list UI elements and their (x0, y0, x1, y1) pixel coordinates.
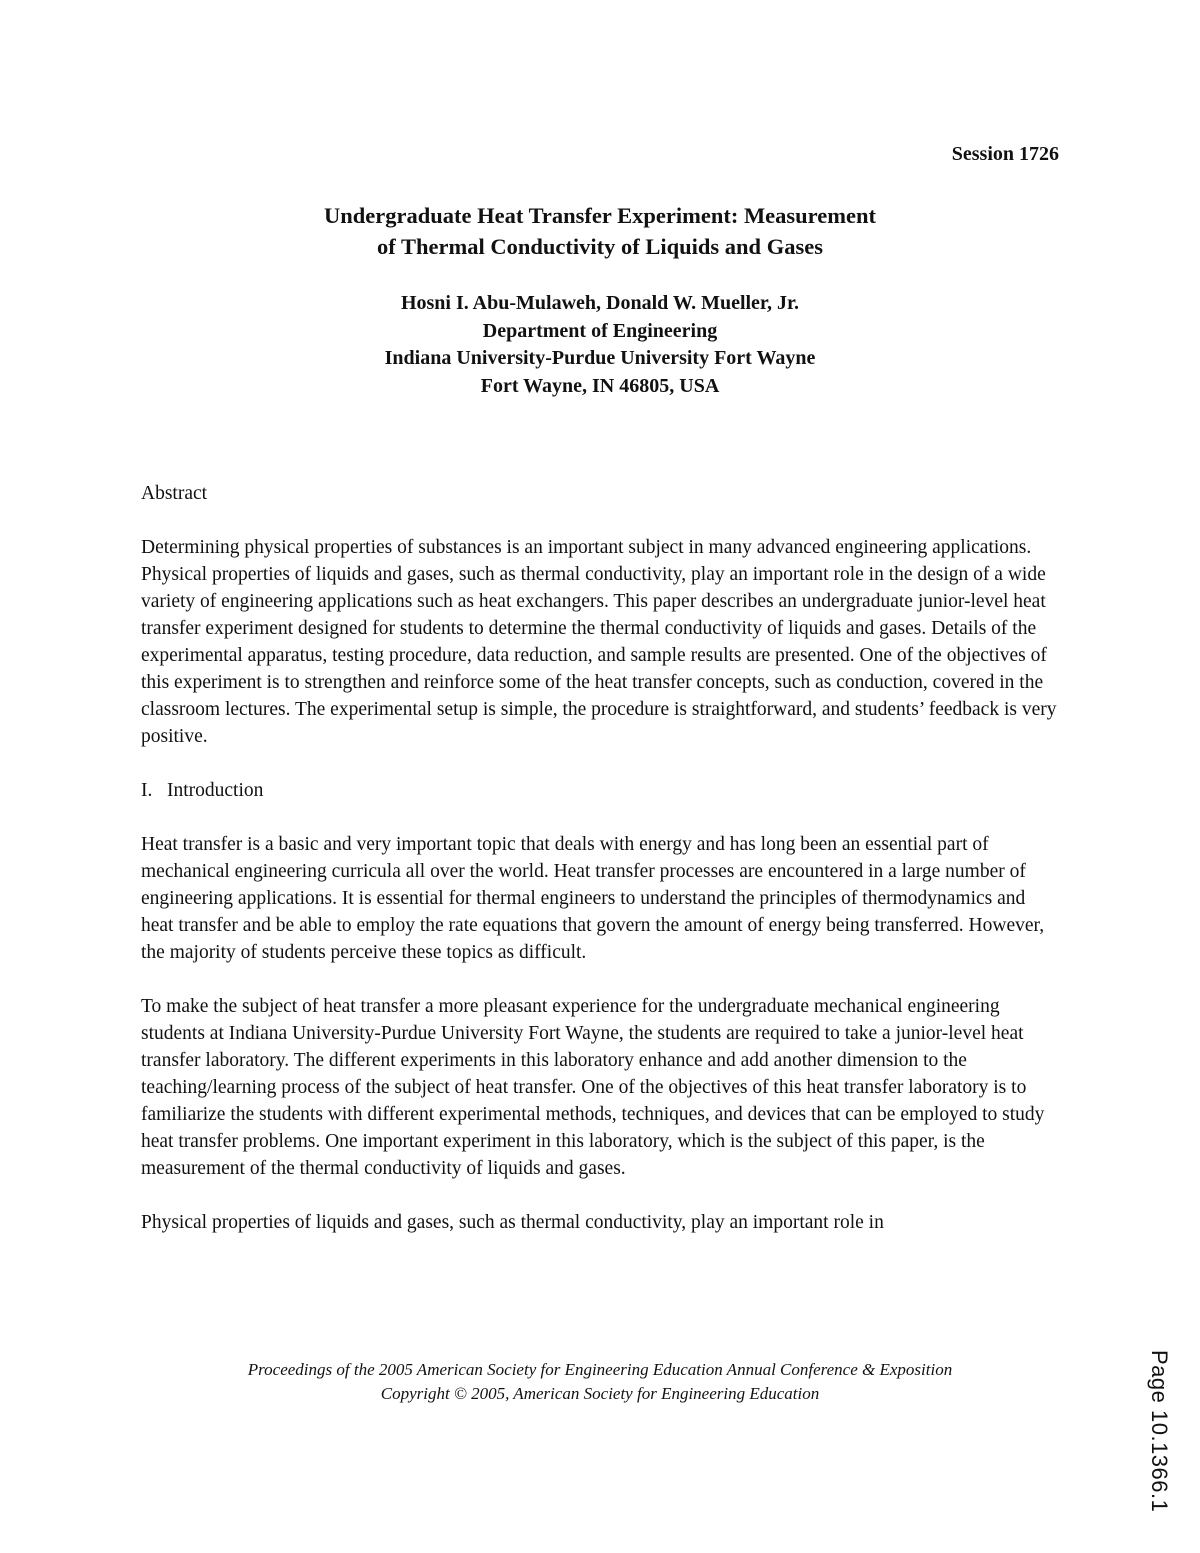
session-label: Session 1726 (951, 143, 1059, 165)
paper-title (150, 200, 1050, 262)
author-location: Fort Wayne, IN 46805, USA (480, 374, 720, 397)
author-university: Indiana University-Purdue University Fort Wayne (384, 347, 816, 369)
intro-paragraph-1: Heat transfer is a basic and very important topic that deals with energy and has long been an essential part of mechanical engineering curricula all over the world. Heat transfer processes are encountered in a large number of engineering applications. It is essential for thermal engineers to understand the principles of thermodynamics and heat transfer and be able to employ the rate equations that govern the amount of energy being transferred. However, the majority of students perceive these topics as difficult. (141, 834, 1045, 963)
title-line-1: Undergraduate Heat Transfer Experiment: Measurement (324, 203, 876, 228)
footer-copyright: Copyright © 2005, American Society for Engineering Education (380, 1384, 820, 1403)
page-number: Page 10.1366.1 (1147, 1350, 1172, 1513)
author-department: Department of Engineering (482, 319, 718, 342)
intro-paragraph-3: Physical properties of liquids and gases, such as thermal conductivity, play an important role in (141, 1212, 884, 1233)
author-block (150, 290, 1050, 400)
paper-body (141, 480, 1061, 1263)
proceedings-footer (150, 1358, 1050, 1406)
intro-paragraph-2: To make the subject of heat transfer a more pleasant experience for the undergraduate mechanical engineering students at Indiana University-Purdue University Fort Wayne, the students are required to take a junior-level heat transfer laboratory. The different experiments in this laboratory enhance and add another dimension to the teaching/learning process of the subject of heat transfer. One of the objectives of this heat transfer laboratory is to familiarize the students with different experimental methods, techniques, and devices that can be employed to study heat transfer problems. One important experiment in this laboratory, which is the subject of this paper, is the measurement of the thermal conductivity of liquids and gases. (141, 996, 1045, 1179)
footer-proceedings: Proceedings of the 2005 American Society for Engineering Education Annual Conference & Exposition (247, 1360, 953, 1379)
author-names: Hosni I. Abu-Mulaweh, Donald W. Mueller, Jr. (400, 292, 800, 314)
abstract-text: Determining physical properties of substances is an important subject in many advanced engineering applications. Physical properties of liquids and gases, such as thermal conductivity, play an important role in the design of a wide variety of engineering applications such as heat exchangers. This paper describes an undergraduate junior-level heat transfer experiment designed for students to determine the thermal conductivity of liquids and gases. Details of the experimental apparatus, testing procedure, data reduction, and sample results are presented. One of the objectives of this experiment is to strengthen and reinforce some of the heat transfer concepts, such as conduction, covered in the classroom lectures. The experimental setup is simple, the procedure is straightforward, and students’ feedback is very positive. (141, 537, 1057, 747)
introduction-heading: I. Introduction (141, 780, 264, 801)
title-line-2: of Thermal Conductivity of Liquids and Gases (377, 234, 823, 259)
abstract-heading: Abstract (141, 483, 208, 504)
